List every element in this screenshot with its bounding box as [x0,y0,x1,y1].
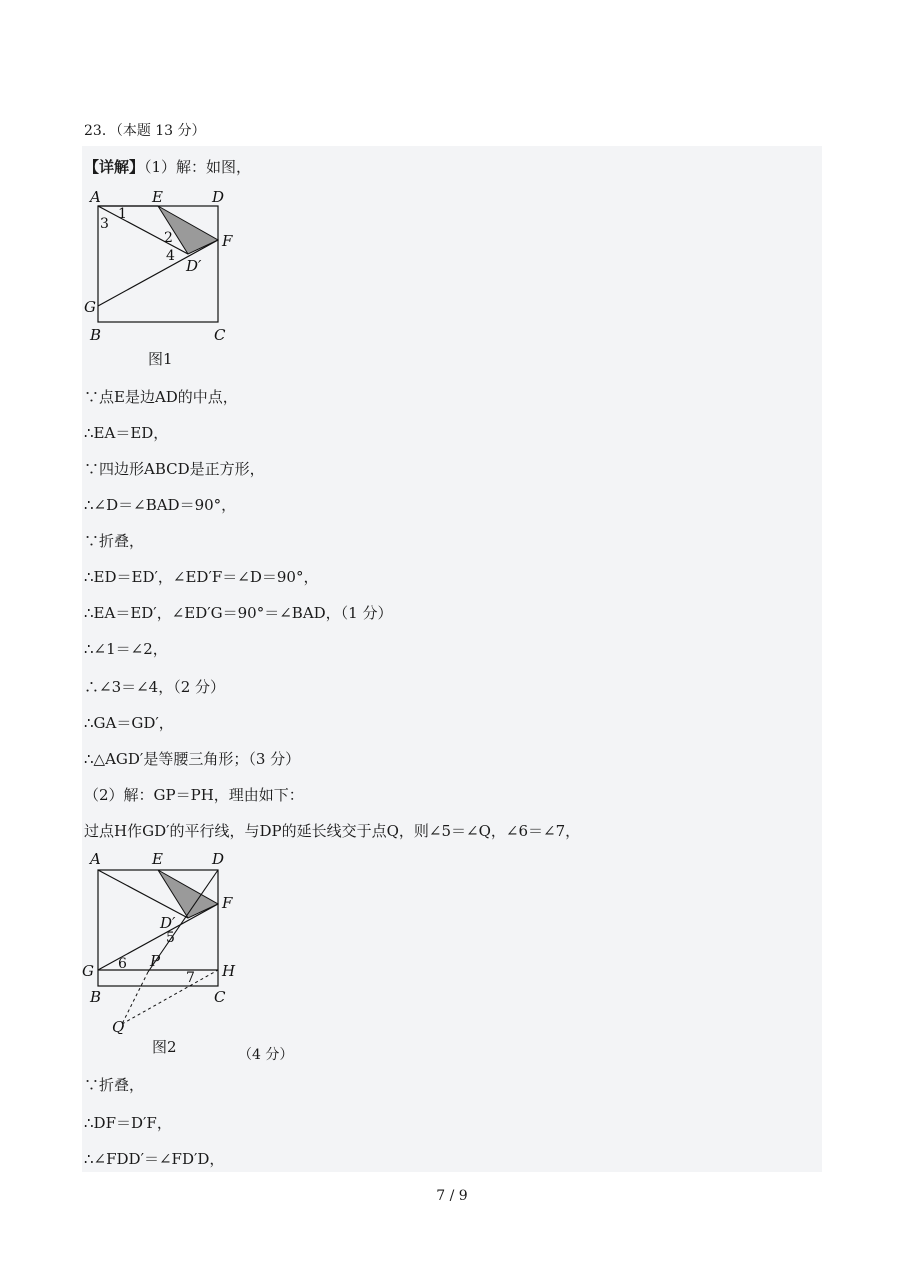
fig1-label-b: B [90,326,102,344]
section-label: 【详解】 [84,158,145,176]
fig2-angle-5: 5 [166,930,175,946]
part2-intro: （2）解：GP＝PH，理由如下： [84,786,304,804]
fig2-angle-6: 6 [118,956,127,972]
fig1-angle-2: 2 [164,230,173,246]
fig2-label-q: Q [112,1018,125,1034]
fig2-label-h: H [222,962,236,980]
figure-2-score: （4 分） [238,1047,294,1063]
fig1-label-c: C [214,326,226,344]
part1-line-8: ∴∠1＝∠2， [84,640,168,658]
fig1-angle-4: 4 [166,248,175,264]
figure-2-caption: 图2 [152,1038,177,1056]
fig1-label-e: E [152,188,163,206]
fig2-label-a: A [90,850,101,868]
fig1-label-dprime: D′ [186,257,202,275]
part1-line-6: ∴ED＝ED′，∠ED′F＝∠D＝90°， [84,568,319,586]
part1-heading [84,156,251,178]
part1-line-1: ∵点E是边AD的中点， [84,388,238,406]
part1-line-4: ∴∠D＝∠BAD＝90°， [84,496,237,514]
fig2-label-c: C [214,988,226,1006]
part2-construction: 过点H作GD′的平行线，与DP的延长线交于点Q，则∠5＝∠Q，∠6＝∠7， [84,822,581,840]
folded-triangle-2 [158,870,218,918]
fig2-label-dprime: D′ [160,914,176,932]
fig1-label-d: D [212,188,225,206]
page-number: 7 / 9 [436,1188,468,1204]
part1-line-7: ∴EA＝ED′，∠ED′G＝90°＝∠BAD，（1 分） [84,604,393,622]
part1-line-5: ∵折叠， [84,532,145,550]
fig2-label-p: P [150,952,161,970]
fig1-label-g: G [84,298,96,316]
part1-intro: （1）解：如图， [144,158,252,176]
fig2-label-f: F [222,894,233,912]
figure-2 [76,848,256,1034]
fig2-label-e: E [152,850,163,868]
fig2-angle-7: 7 [186,970,195,986]
part1-line-3: ∵四边形ABCD是正方形， [84,460,265,478]
fig1-angle-3: 3 [100,216,109,232]
question-title: 23．（本题 13 分） [84,123,206,139]
part1-line-9: ∴∠3＝∠4，（2 分） [84,678,226,696]
fig1-label-a: A [90,188,101,206]
part2-line-1: ∵折叠， [84,1076,145,1094]
fig2-label-d: D [212,850,225,868]
figure-1 [76,184,246,350]
fig2-label-b: B [90,988,102,1006]
part2-line-3: ∴∠FDD′＝∠FD′D， [84,1150,225,1168]
part1-line-2: ∴EA＝ED， [84,424,169,442]
fig1-label-f: F [222,232,233,250]
fig1-angle-1: 1 [118,206,127,222]
part1-line-11: ∴△AGD′是等腰三角形；（3 分） [84,750,301,768]
fig2-label-g: G [82,962,94,980]
part1-line-10: ∴GA＝GD′， [84,714,174,732]
part2-line-2: ∴DF＝D′F， [84,1114,172,1132]
figure-1-caption: 图1 [148,350,173,368]
